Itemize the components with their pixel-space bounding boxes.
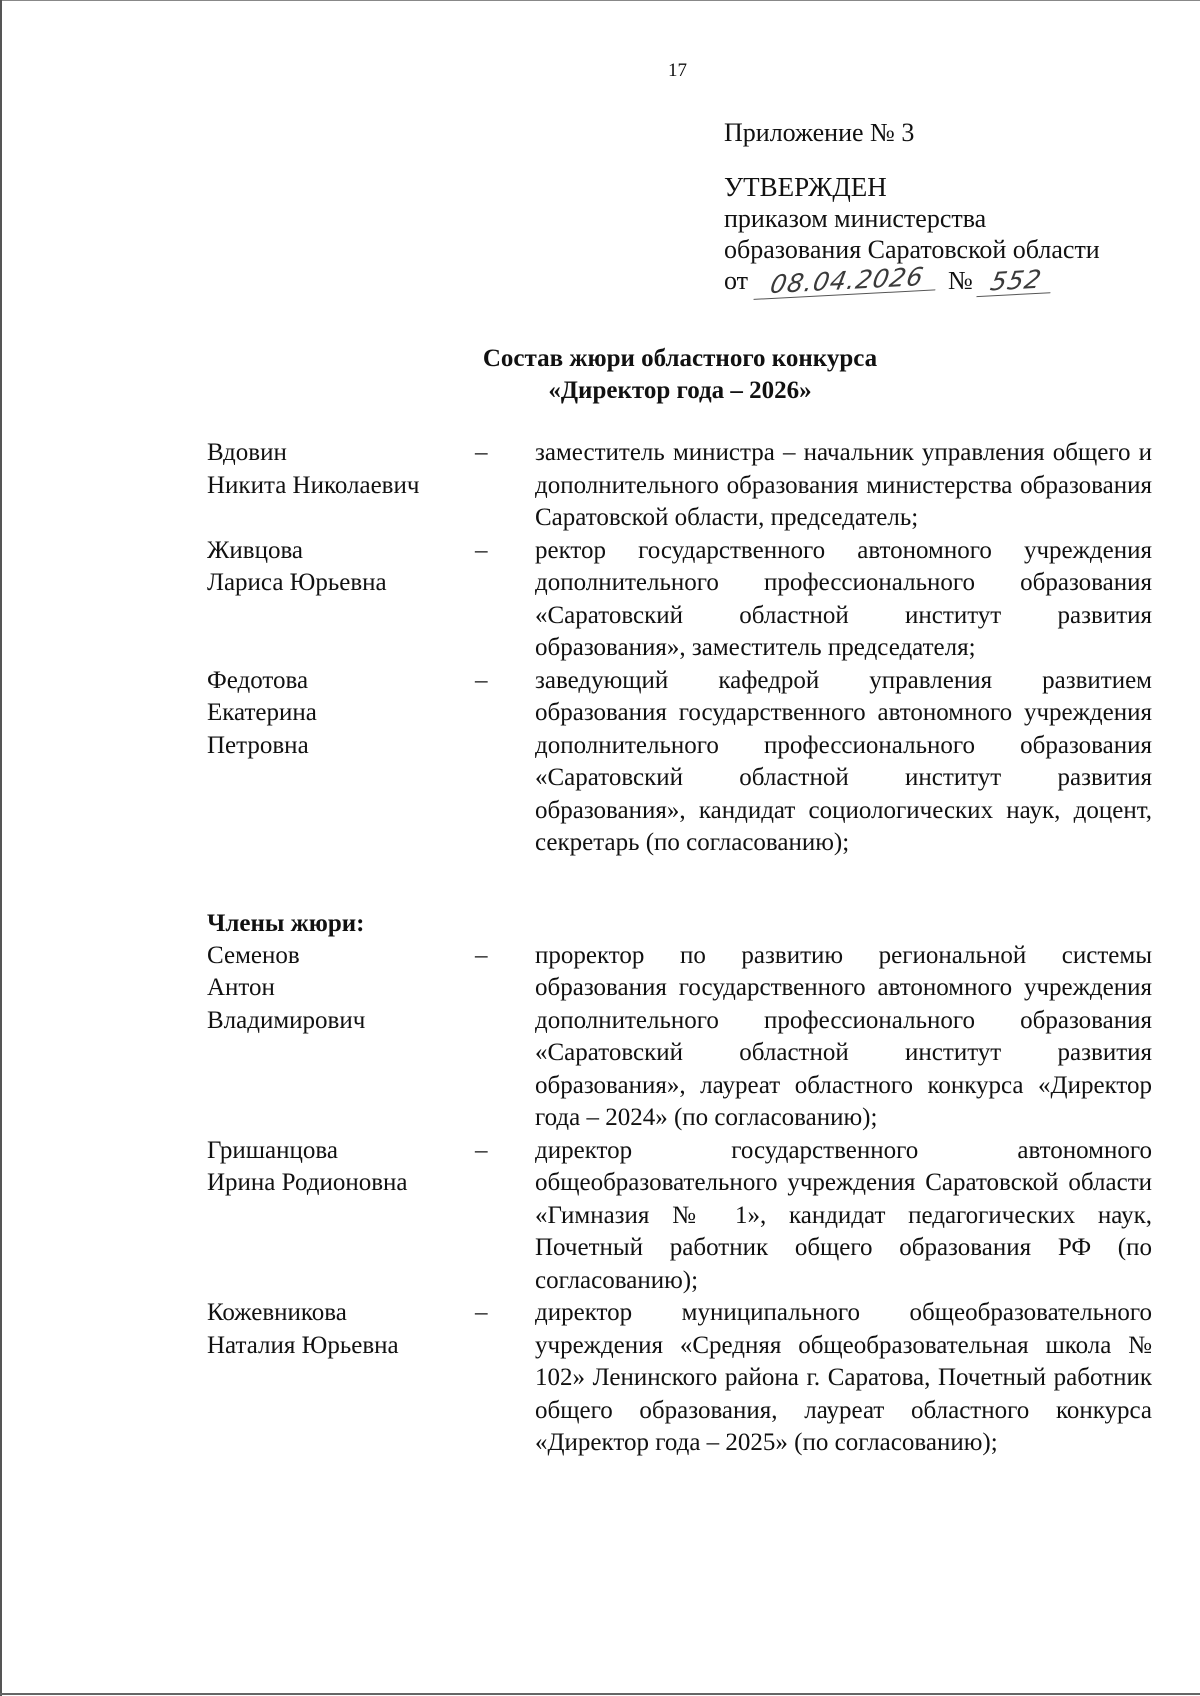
page-border-bottom: [0, 1693, 1200, 1695]
person-position: директор муниципального общеобразовательного учреждения «Средняя общеобразовательная школа № 102» Ленинского района г. Саратова, Почетный работник общего образования, лауреат областного конкурса «Директор года – 2025» (по согласованию);: [535, 1299, 1152, 1456]
name-line: Живцова: [207, 536, 304, 564]
name-line: Ирина Родионовна: [207, 1169, 408, 1196]
name-line: Федотова: [207, 666, 309, 694]
name-line: Петровна: [207, 731, 309, 759]
from-label: от: [724, 266, 749, 295]
jury-entry: [207, 665, 1152, 860]
person-name: [207, 437, 467, 502]
members-list: [207, 940, 1152, 1460]
handwritten-number: 552: [976, 266, 1055, 297]
name-line: Кожевникова: [207, 1299, 347, 1326]
title-line-2: «Директор года – 2026»: [548, 377, 812, 404]
title-line-1: Состав жюри областного конкурса: [482, 345, 878, 372]
entry-dash: –: [475, 1299, 488, 1326]
section-spacer: [207, 860, 1152, 908]
person-position: заведующий кафедрой управления развитием образования государственного автономного учреждения дополнительного профессионального образования «Саратовский областной институт развития образования», кандидат социологических наук, доцент, секретарь (по согласованию);: [535, 666, 1152, 856]
entry-dash: –: [475, 536, 488, 564]
entry-dash: –: [475, 941, 488, 969]
page-border-top: [0, 0, 1200, 1]
name-line: Лариса Юрьевна: [207, 569, 387, 596]
jury-entry: [207, 940, 1152, 1135]
person-position: ректор государственного автономного учреждения дополнительного профессионального образования «Саратовский областной институт развития образования», заместитель председателя;: [535, 536, 1152, 661]
leadership-list: [207, 437, 1152, 860]
entry-dash: –: [475, 666, 488, 694]
name-line: Никита Николаевич: [207, 471, 420, 499]
jury-roster: [207, 437, 1152, 1460]
jury-entry: [207, 437, 1152, 535]
person-position: заместитель министра – начальник управления общего и дополнительного образования министерства образования Саратовской области, председатель;: [535, 439, 1152, 531]
person-name: [207, 535, 467, 600]
jury-entry: [207, 1135, 1152, 1298]
members-heading: Члены жюри:: [207, 909, 365, 937]
person-name: [207, 665, 467, 763]
approval-line-1: приказом министерства: [724, 204, 987, 233]
approval-line-2: образования Саратовской области: [724, 235, 1100, 264]
name-line: Антон: [207, 974, 275, 1001]
person-position: проректор по развитию региональной системы образования государственного автономного учреждения дополнительного профессионального образования «Саратовский областной институт развития образования», лауреат областного конкурса «Директор года – 2024» (по согласованию);: [535, 941, 1152, 1131]
handwritten-date: 08.04.2026: [754, 263, 941, 300]
name-line: Семенов: [207, 941, 300, 969]
name-line: Наталия Юрьевна: [207, 1331, 399, 1359]
person-name: [207, 1297, 467, 1362]
approved-label: УТВЕРЖДЕН: [724, 172, 887, 202]
appendix-label: Приложение № 3: [724, 118, 915, 147]
approval-date-line: [724, 261, 1164, 300]
name-line: Гришанцова: [207, 1136, 338, 1164]
person-position: директор государственного автономного общеобразовательного учреждения Саратовской области «Гимназия № 1», кандидат педагогических наук, Почетный работник общего образования РФ (по согласованию);: [535, 1136, 1152, 1294]
entry-dash: –: [475, 439, 488, 466]
number-sign: №: [948, 266, 973, 295]
name-line: Вдовин: [207, 439, 287, 466]
jury-entry: [207, 535, 1152, 665]
person-name: [207, 940, 467, 1038]
document-title: [0, 343, 1200, 407]
page-number: 17: [668, 60, 687, 81]
jury-entry: [207, 1297, 1152, 1460]
name-line: Владимирович: [207, 1006, 366, 1034]
name-line: Екатерина: [207, 699, 317, 726]
person-name: [207, 1135, 467, 1200]
entry-dash: –: [475, 1136, 488, 1164]
approval-block: [724, 117, 1164, 300]
page-border-left: [0, 0, 2, 1696]
